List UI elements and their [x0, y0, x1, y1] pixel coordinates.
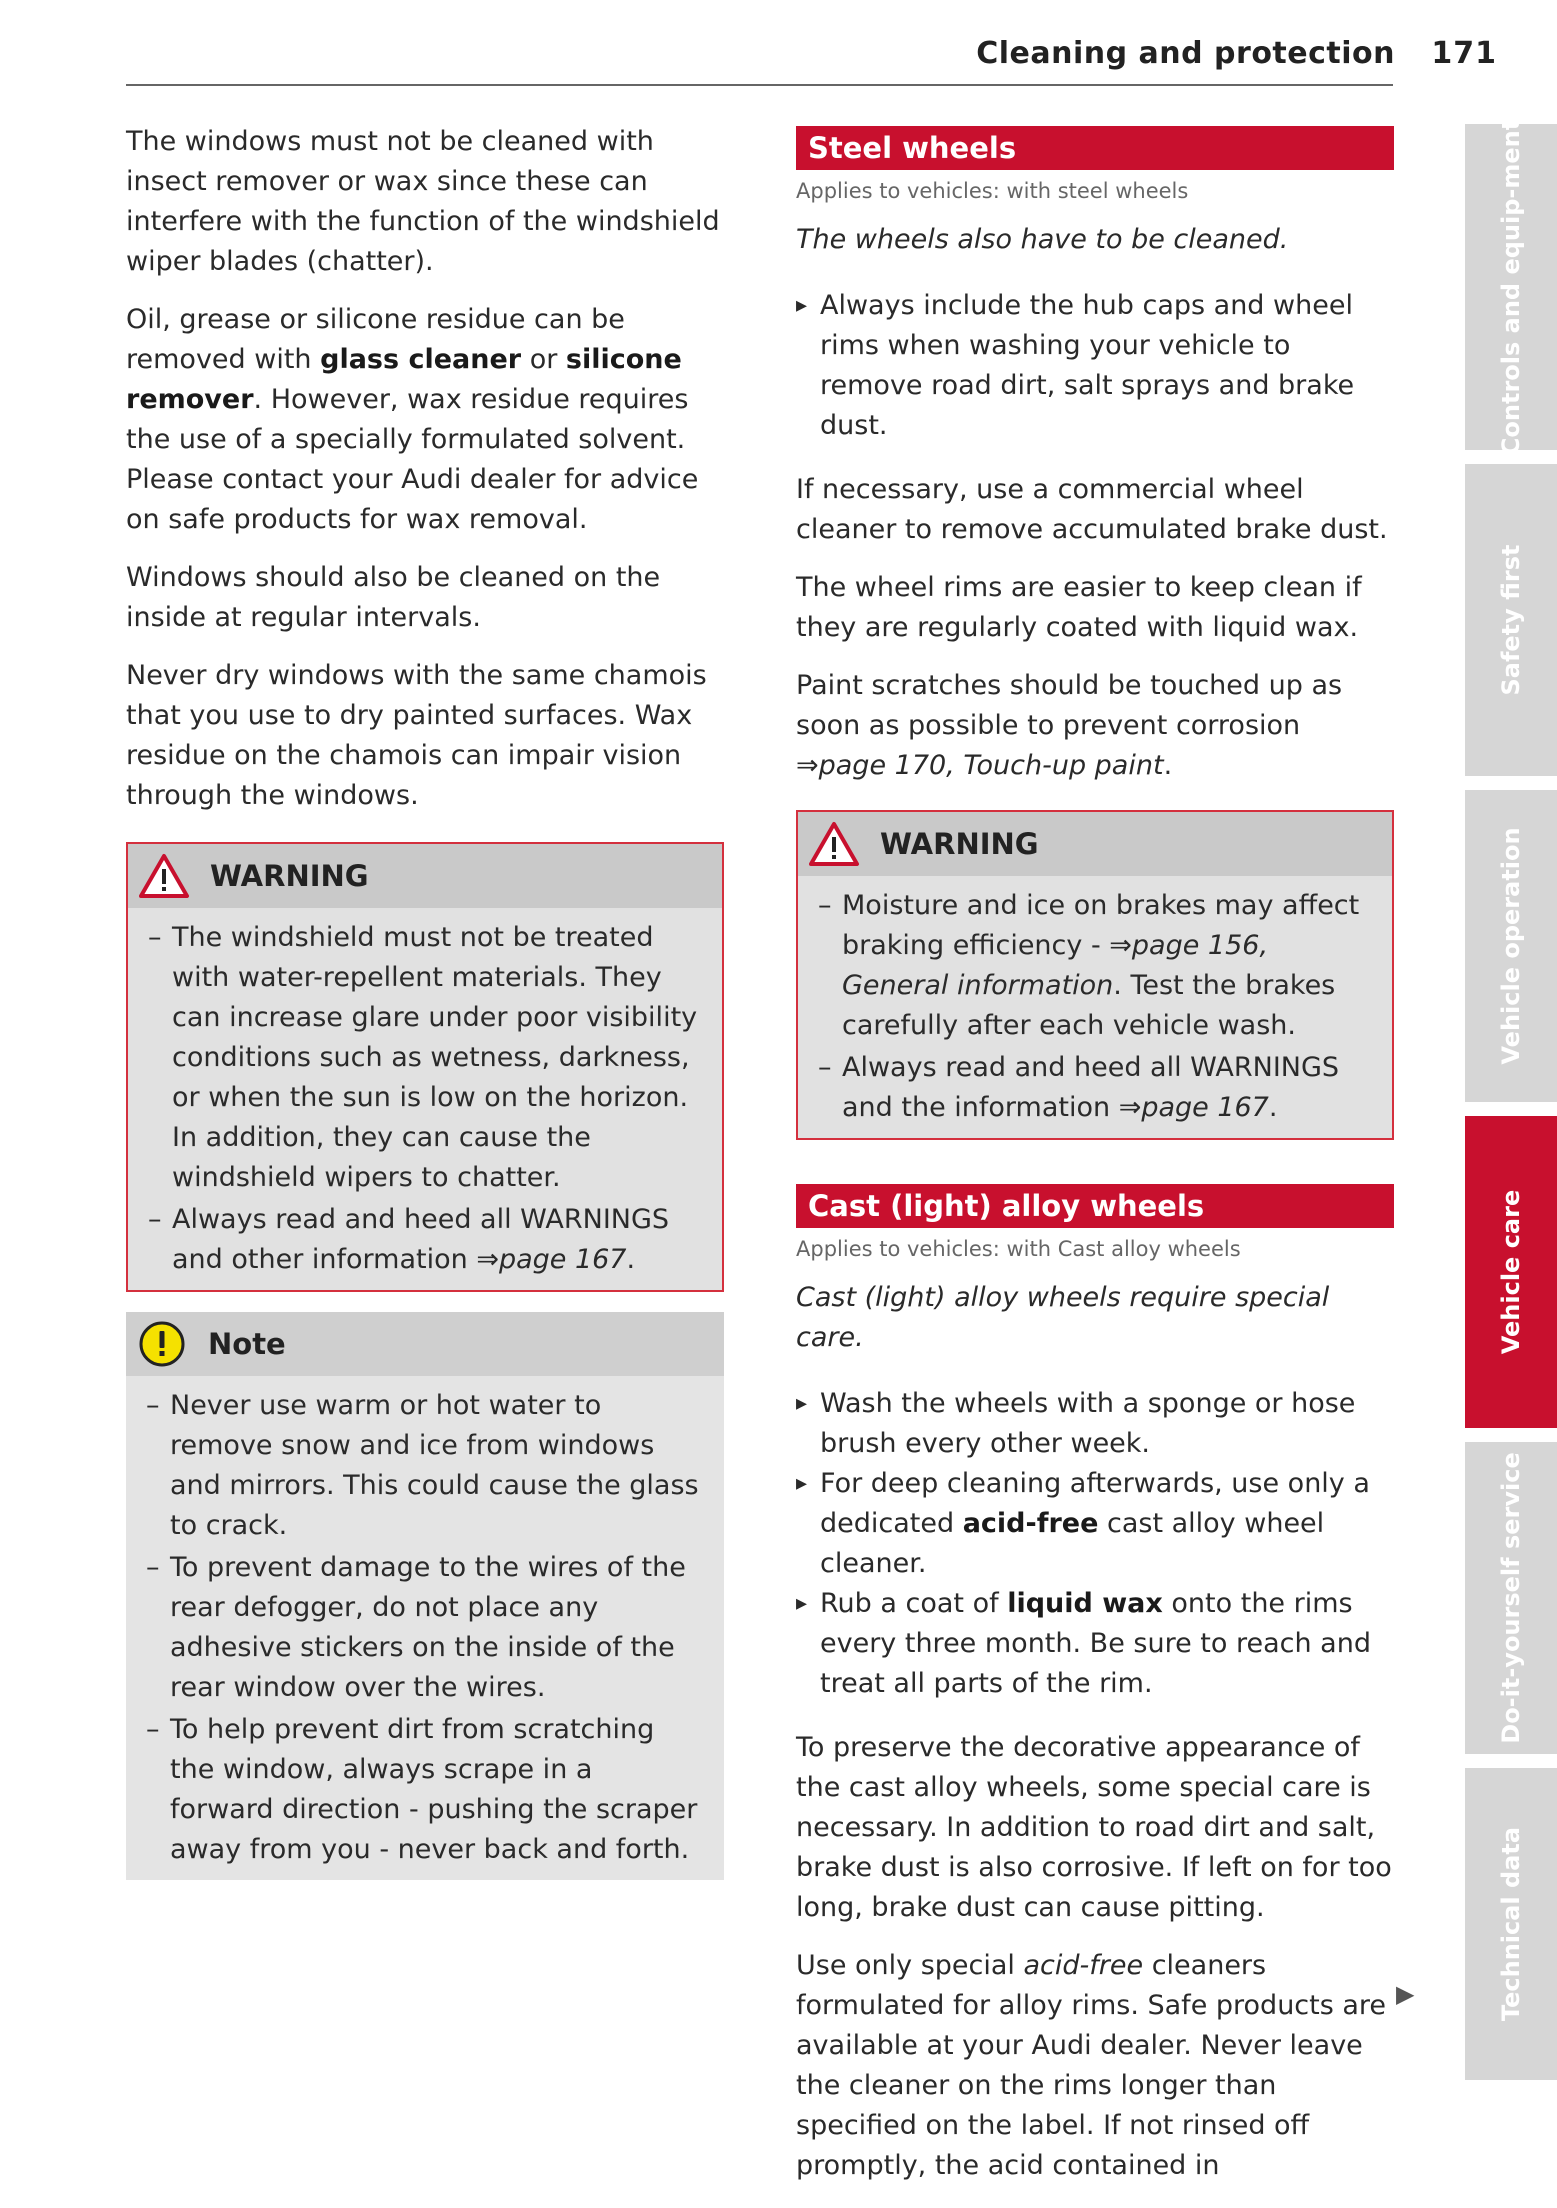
- tab-vehicle-care[interactable]: Vehicle care: [1465, 1116, 1557, 1428]
- note-header: [126, 1312, 724, 1376]
- tab-do-it-yourself-service[interactable]: Do-it-yourself service: [1465, 1442, 1557, 1754]
- warning-item: – Always read and heed all WARNINGS and the information ⇒page 167.: [818, 1048, 1372, 1128]
- paragraph: The wheel rims are easier to keep clean if they are regularly coated with liquid wax.: [796, 572, 1362, 643]
- paragraph: Windows should also be cleaned on the inside at regular intervals.: [126, 562, 661, 633]
- paragraph: To preserve the decorative appearance of the cast alloy wheels, some special care is necessary. In addition to road dirt and salt, brake dust is also corrosive. If left on for too long, brake dust can cause pitting.: [796, 1732, 1392, 1923]
- warning-header: [798, 812, 1392, 876]
- bullet-item: ▸ Always include the hub caps and wheel rims when washing your vehicle to remove road dirt, salt sprays and brake dust.: [796, 286, 1394, 446]
- tab-vehicle-operation[interactable]: Vehicle operation: [1465, 790, 1557, 1102]
- header-rule: [126, 84, 1393, 86]
- warning-title: WARNING: [880, 827, 1039, 861]
- note-item: – To prevent damage to the wires of the rear defogger, do not place any adhesive stickers on the inside of the rear window over the wires.: [146, 1548, 704, 1708]
- note-item: – To help prevent dirt from scratching the window, always scrape in a forward direction - pushing the scraper away from you - never back and forth.: [146, 1710, 704, 1870]
- paragraph: Oil, grease or silicone residue can be removed with glass cleaner or silicone remover. However, wax residue requires the use of a specially formulated solvent. Please contact your Audi dealer for advice on safe products for wax removal.: [126, 304, 699, 535]
- intro-text: Cast (light) alloy wheels require special care.: [796, 1282, 1330, 1353]
- right-column: [796, 122, 1394, 2204]
- warning-box: [796, 810, 1394, 1140]
- warning-item: – The windshield must not be treated with water-repellent materials. They can increase glare under poor visibility conditions such as wetness, darkness, or when the sun is low on the horizon. In addition, they can cause the windshield wipers to chatter.: [148, 918, 702, 1198]
- tab-technical-data[interactable]: Technical data: [1465, 1768, 1557, 2080]
- applies-to: Applies to vehicles: with steel wheels: [796, 179, 1189, 203]
- page-ref-link[interactable]: page 167: [1141, 1092, 1269, 1123]
- bullet-item: ▸ Wash the wheels with a sponge or hose brush every other week.: [796, 1384, 1394, 1464]
- warning-triangle-icon: [808, 822, 860, 866]
- section-heading-steel-wheels: Steel wheels: [796, 126, 1394, 170]
- page-ref-link[interactable]: page 167: [498, 1244, 627, 1275]
- header-title: Cleaning and protection: [976, 36, 1395, 71]
- paragraph: The windows must not be cleaned with insect remover or wax since these can interfere with the function of the windshield wiper blades (chatter).: [126, 126, 720, 277]
- warning-item: – Always read and heed all WARNINGS and other information ⇒page 167.: [148, 1200, 702, 1280]
- note-item: – Never use warm or hot water to remove snow and ice from windows and mirrors. This could cause the glass to crack.: [146, 1386, 704, 1546]
- page-ref-arrow-icon: ⇒: [1118, 1092, 1142, 1123]
- applies-to: Applies to vehicles: with Cast alloy wheels: [796, 1237, 1241, 1261]
- intro-text: The wheels also have to be cleaned.: [796, 224, 1289, 255]
- page-ref-arrow-icon: ⇒: [796, 750, 819, 781]
- paragraph: Never dry windows with the same chamois that you use to dry painted surfaces. Wax residue on the chamois can impair vision through the windows.: [126, 660, 707, 811]
- bullet-item: ▸ Rub a coat of liquid wax onto the rims every three month. Be sure to reach and treat all parts of the rim.: [796, 1584, 1394, 1704]
- page-ref-arrow-icon: ⇒: [476, 1244, 499, 1275]
- page-ref-link[interactable]: page 170, Touch-up paint: [818, 750, 1164, 781]
- paragraph: Use only special acid-free cleaners formulated for alloy rims. Safe products are available at your Audi dealer. Never leave the cleaner on the rims longer than specified on the label. If not rinsed off promptly, the acid contained in: [796, 1950, 1387, 2181]
- warning-item: – Moisture and ice on brakes may affect braking efficiency - ⇒page 156, General information. Test the brakes carefully after each vehicle wash.: [818, 886, 1372, 1046]
- page-number: 171: [1431, 36, 1497, 71]
- section-heading-alloy-wheels: Cast (light) alloy wheels: [796, 1184, 1394, 1228]
- tab-safety-first[interactable]: Safety first: [1465, 464, 1557, 776]
- page-ref-link[interactable]: page 156, General information: [842, 930, 1269, 1001]
- warning-box: [126, 842, 724, 1292]
- note-title: Note: [208, 1327, 286, 1361]
- exclamation-circle-icon: [136, 1318, 188, 1370]
- paragraph: Paint scratches should be touched up as soon as possible to prevent corrosion ⇒page 170, Touch-up paint.: [796, 670, 1343, 781]
- tab-controls-and-equipment[interactable]: Controls and equip-ment: [1465, 124, 1557, 450]
- bullet-item: ▸ For deep cleaning afterwards, use only a dedicated acid-free cast alloy wheel cleaner.: [796, 1464, 1394, 1584]
- warning-header: [128, 844, 722, 908]
- note-box: [126, 1312, 724, 1880]
- page-ref-arrow-icon: ⇒: [1109, 930, 1132, 961]
- left-column: [126, 122, 724, 1900]
- continue-arrow-icon: ▶: [1396, 1980, 1415, 2008]
- warning-triangle-icon: [138, 854, 190, 898]
- paragraph: If necessary, use a commercial wheel cleaner to remove accumulated brake dust.: [796, 474, 1388, 545]
- warning-title: WARNING: [210, 859, 369, 893]
